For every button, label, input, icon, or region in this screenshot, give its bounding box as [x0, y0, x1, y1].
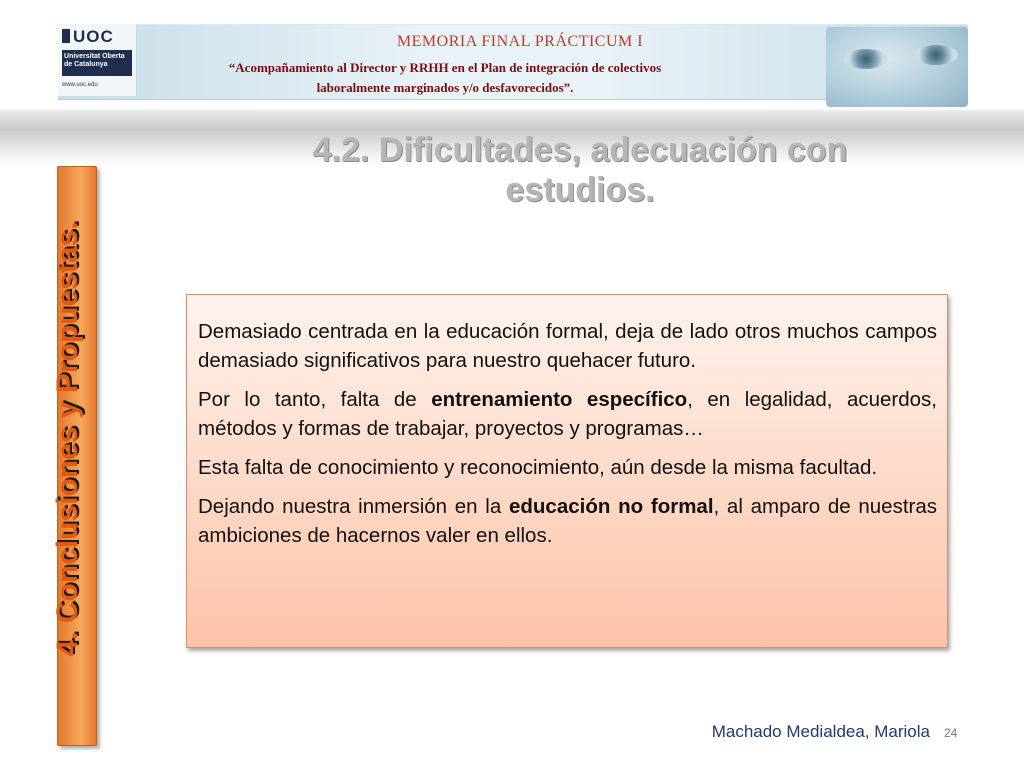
slide-title-line1: 4.2. Dificultades, adecuación con — [312, 131, 848, 169]
content-box — [186, 294, 948, 648]
paragraph-4-text: Dejando nuestra inmersión en la — [198, 495, 509, 518]
paragraph-2-tail: , en legalidad, acuerdos, métodos y formas de trabajar, proyectos y programas… — [198, 388, 937, 440]
header-photo — [826, 27, 968, 107]
paragraph-2-bold: entrenamiento específico — [431, 388, 688, 411]
slide-title — [240, 130, 920, 210]
paragraph-4 — [198, 492, 937, 550]
paragraph-4-tail: , al amparo de nuestras ambiciones de hacernos valer en ellos. — [198, 495, 937, 547]
uoc-logo — [58, 24, 137, 96]
header-subtitle — [140, 58, 750, 98]
footer-author: Machado Medialdea, Mariola — [711, 722, 930, 741]
header-subtitle-line2: laboralmente marginados y/o desfavorecidos”. — [316, 80, 574, 95]
photo-eye-right — [914, 45, 958, 65]
logo-mark — [62, 28, 132, 46]
sidebar-label: 4. Conclusiones y Propuestas. — [51, 221, 84, 657]
page-number: 24 — [944, 726, 958, 740]
header-subtitle-line1: “Acompañamiento al Director y RRHH en el Plan de integración de colectivos — [228, 60, 662, 75]
paragraph-1: Demasiado centrada en la educación formal, deja de lado otros muchos campos demasiado significativos para nuestro quehacer futuro. — [198, 320, 937, 372]
logo-square-icon — [62, 29, 70, 43]
logo-url: www.uoc.edu — [62, 82, 98, 88]
logo-mark-text: UOC — [73, 27, 114, 46]
header-title: MEMORIA FINAL PRÁCTICUM I — [396, 33, 644, 50]
logo-sub-line2: de Catalunya — [64, 61, 108, 68]
photo-eye-left — [844, 49, 888, 69]
paragraph-4-bold: educación no formal — [508, 495, 714, 518]
paragraph-2 — [198, 385, 937, 443]
paragraph-3: Esta falta de conocimiento y reconocimiento, aún desde la misma facultad. — [198, 456, 878, 479]
logo-subtitle — [62, 50, 132, 76]
logo-sub-line1: Universitat Oberta — [64, 53, 125, 60]
paragraph-2-text: Por lo tanto, falta de — [198, 388, 432, 411]
slide-title-line2: estudios. — [505, 171, 655, 209]
